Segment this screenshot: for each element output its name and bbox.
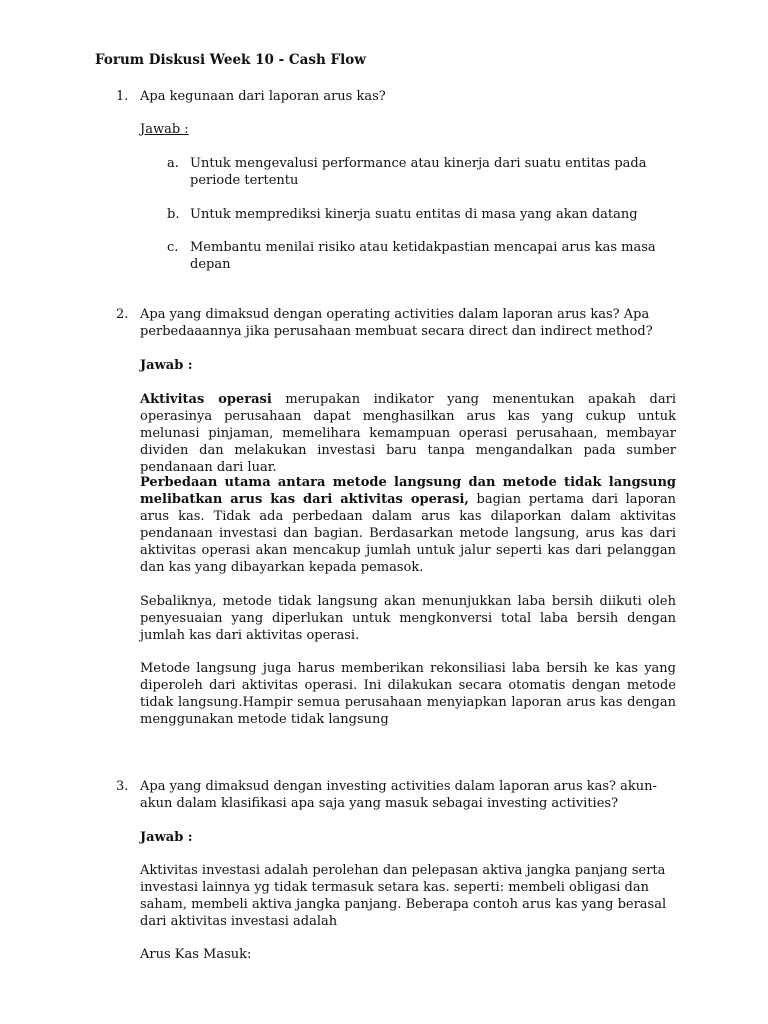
q2-paragraph-1-bold: Aktivitas operasi: [140, 392, 272, 407]
q1-item-a-text: Untuk mengevalusi performance atau kinerja dari suatu entitas pada periode tertentu: [190, 156, 647, 188]
document-title: Forum Diskusi Week 10 - Cash Flow: [95, 52, 366, 68]
q1-question: Apa kegunaan dari laporan arus kas?: [140, 89, 386, 104]
q3-paragraph-1: Aktivitas investasi adalah perolehan dan pelepasan aktiva jangka panjang serta investasi lainnya yg tidak termasuk setara kas. seperti: membeli obligasi dan saham, membeli aktiva jangka panjang. Beberapa contoh arus kas yang berasal dari aktivitas investasi adalah: [140, 863, 667, 929]
q1-number: 1.: [116, 89, 129, 104]
q3-paragraph-2: Arus Kas Masuk:: [140, 947, 252, 962]
q1-item-b-text: Untuk memprediksi kinerja suatu entitas di masa yang akan datang: [190, 207, 638, 222]
q1-item-c-text: Membantu menilai risiko atau ketidakpastian mencapai arus kas masa depan: [190, 240, 656, 272]
q2-paragraph-3: Sebaliknya, metode tidak langsung akan menunjukkan laba bersih diikuti oleh penyesuaian yang diperlukan untuk mengkonversi total laba bersih dengan jumlah kas dari aktivitas operasi.: [140, 594, 676, 643]
q2-answer-label: Jawab :: [140, 358, 193, 373]
q2-paragraph-1: [140, 391, 676, 476]
q1-item-b-letter: b.: [167, 207, 180, 222]
q2-paragraph-1-rest: merupakan indikator yang menentukan apakah dari operasinya perusahaan dapat menghasilkan arus kas yang cukup untuk melunasi pinjaman, memelihara kemampuan operasi perusahaan, membayar dividen dan melakukan investasi baru tanpa mengandalkan pada sumber pendanaan dari luar.: [140, 392, 676, 475]
q3-number: 3.: [116, 779, 129, 794]
q2-paragraph-4: Metode langsung juga harus memberikan rekonsiliasi laba bersih ke kas yang diperoleh dari aktivitas operasi. Ini dilakukan secara otomatis dengan metode tidak langsung.Hampir semua perusahaan menyiapkan laporan arus kas dengan menggunakan metode tidak langsung: [140, 661, 676, 727]
q3-question: Apa yang dimaksud dengan investing activities dalam laporan arus kas? akun-akun dalam klasifikasi apa saja yang masuk sebagai investing activities?: [140, 779, 657, 811]
q2-question: Apa yang dimaksud dengan operating activities dalam laporan arus kas? Apa perbedaaannya jika perusahaan membuat secara direct dan indirect method?: [140, 307, 653, 339]
q2-paragraph-2-rest: bagian pertama dari laporan arus kas. Tidak ada perbedaan dalam arus kas dilaporkan dalam aktivitas pendanaan investasi dan bagian. Berdasarkan metode langsung, arus kas dari aktivitas operasi akan mencakup jumlah untuk jalur seperti kas dari pelanggan dan kas yang dibayarkan kepada pemasok.: [140, 492, 676, 575]
q2-number: 2.: [116, 307, 129, 322]
q1-item-a-letter: a.: [167, 156, 179, 171]
q1-answer-label: Jawab :: [140, 122, 189, 137]
q3-answer-label: Jawab :: [140, 830, 193, 845]
q2-paragraph-2-bold: Perbedaan utama antara metode langsung dan metode tidak langsung melibatkan arus kas dari aktivitas operasi,: [140, 475, 676, 507]
q2-paragraph-2: [140, 474, 676, 576]
q1-item-c-letter: c.: [167, 240, 179, 255]
